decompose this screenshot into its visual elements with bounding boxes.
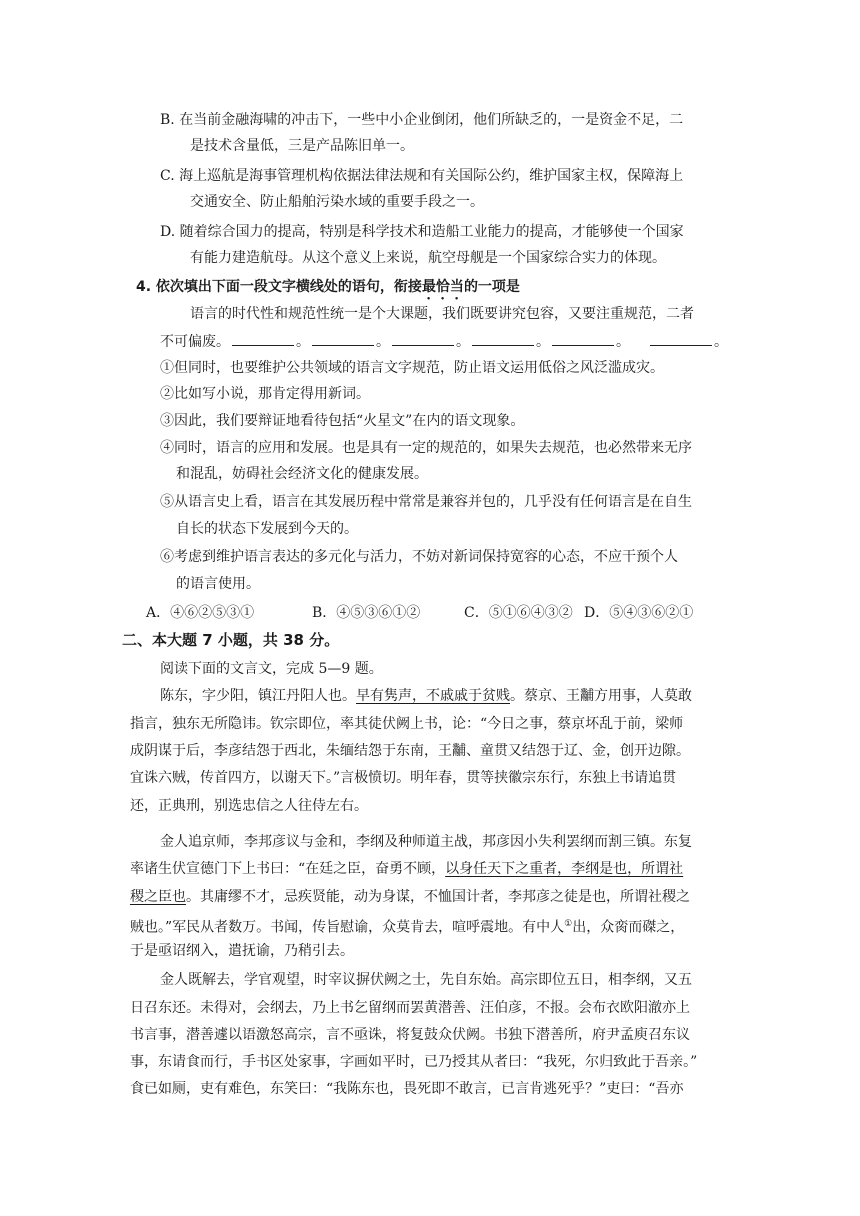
text-span: 出，众脔而磔之，	[572, 919, 685, 936]
q3-option-c-line1: C. 海上巡航是海事管理机构依据法律法规和有关国际公约，维护国家主权，保障海上	[160, 168, 684, 184]
text-span: 。蔡京、王黼方用事，人莫敢	[510, 688, 692, 704]
text-span: 。其庸缪不才，忌疾贤能，动为身谋，不恤国计者，李邦彦之徒是也，所谓社稷之	[186, 889, 690, 905]
passage-p1-line2: 指言，独东无所隐讳。钦宗即位，率其徒伏阙上书，论：“今日之事，蔡京坏乱于前，梁师	[130, 716, 684, 732]
q4-item-5-line2: 自长的状态下发展到今天的。	[176, 521, 358, 537]
q4-title-part1: 4. 依次填出下面一段文字横线处的语句，衔接	[136, 279, 422, 295]
underlined-sentence: 以身任天下之重者，李纲是也，所谓社	[445, 861, 684, 877]
answer-blank-2	[312, 331, 374, 346]
text-span: 贼也。”军民从者数万。书闻，传旨慰谕，众莫肯去，喧呼震地。有中人	[130, 919, 565, 936]
passage-p1-line5: 还，正典刑，别选忠信之人往侍左右。	[130, 798, 368, 814]
q4-item-5-line1: ⑤从语言史上看，语言在其发展历程中常常是兼容并包的，几乎没有任何语言是在自生	[160, 494, 692, 510]
passage-p1-line3: 成阴谋于后，李彦结怨于西北，朱缅结怨于东南，王黼、童贯又结怨于辽、金，创开边隙。	[130, 743, 690, 759]
text-span: 率诸生伏宣德门下上书曰：“在廷之臣，奋勇不顾，	[130, 861, 446, 877]
passage-p3-line4: 事，东请食而行，手书区处家事，字画如平时，已乃授其从者曰：“我死，尔归致此于吾亲。”	[130, 1054, 698, 1070]
period: 。	[376, 334, 390, 350]
q4-choice-b: B．④⑤③⑥①②	[312, 605, 421, 621]
q3-option-d-line2: 有能力建造航母。从这个意义上来说，航空母舰是一个国家综合实力的体现。	[190, 250, 666, 266]
q3-option-c-line2: 交通安全、防止船舶污染水域的重要手段之一。	[190, 194, 484, 210]
q4-item-4-line1: ④同时，语言的应用和发展。也是具有一定的规范的，如果失去规范，也必然带来无序	[160, 440, 692, 456]
q4-passage-line2	[160, 331, 728, 352]
answer-blank-1	[232, 331, 294, 346]
q4-title-part2: 的一项是	[463, 279, 520, 295]
passage-p2-line2	[130, 859, 683, 879]
period: 。	[296, 334, 310, 350]
passage-p2-line3	[130, 887, 690, 907]
answer-blank-5	[552, 331, 614, 346]
passage-p2-line5: 于是亟诏纲入，遣抚谕，乃稍引去。	[130, 943, 354, 959]
q4-item-6-line1: ⑥考虑到维护语言表达的多元化与活力，不妨对新词保持宽容的心态，不应干预个人	[160, 549, 678, 565]
period: 。	[714, 334, 728, 350]
q4-item-6-line2: 的语言使用。	[176, 576, 260, 592]
underlined-sentence: 稷之臣也	[130, 889, 186, 905]
q4-item-4-line2: 和混乱，妨碍社会经济文化的健康发展。	[176, 466, 428, 482]
q3-option-b-line2: 是技术含量低，三是产品陈旧单一。	[190, 138, 414, 154]
q4-choice-a: A．④⑥②⑤③①	[146, 605, 255, 621]
section-intro: 阅读下面的文言文，完成 5—9 题。	[160, 661, 383, 677]
q4-choice-d: D．⑤④③⑥②①	[584, 605, 694, 621]
underlined-sentence: 早有隽声，不戚戚于贫贱	[356, 688, 510, 704]
passage-p3-line5: 食已如厕，吏有难色，东笑曰：“我陈东也，畏死即不敢言，已言肯逃死乎？”吏曰：“吾亦	[130, 1081, 684, 1097]
q4-passage-prefix: 不可偏废。	[160, 334, 230, 350]
answer-blank-4	[472, 331, 534, 346]
footnote-marker: ①	[564, 919, 573, 929]
q4-choice-c: C．⑤①⑥④③②	[464, 605, 573, 621]
answer-blank-3	[392, 331, 454, 346]
q4-item-3: ③因此，我们要辩证地看待包括“火星文”在内的语文现象。	[160, 413, 525, 429]
q3-option-b-line1: B. 在当前金融海啸的冲击下，一些中小企业倒闭，他们所缺乏的，一是资金不足，二	[160, 112, 684, 128]
q4-item-1: ①但同时，也要维护公共领域的语言文字规范，防止语文运用低俗之风泛滥成灾。	[160, 360, 664, 376]
passage-p2-line4	[130, 914, 684, 938]
q3-option-d-line1: D. 随着综合国力的提高，特别是科学技术和造船工业能力的提高，才能够使一个国家	[160, 224, 684, 240]
period: 。	[456, 334, 470, 350]
passage-p1-line1	[160, 686, 692, 706]
q4-passage-line1: 语言的时代性和规范性统一是个大课题，我们既要讲究包容，又要注重规范，二者	[190, 306, 694, 322]
period: 。	[536, 334, 550, 350]
passage-p2-line1: 金人追京师，李邦彦议与金和，李纲及种师道主战，邦彦因小失利罢纲而割三镇。东复	[160, 834, 692, 850]
q4-title	[136, 277, 520, 303]
passage-p3-line2: 日召东还。未得对，会纲去，乃上书乞留纲而罢黄潜善、汪伯彦，不报。会布衣欧阳澈亦上	[130, 1000, 690, 1016]
text-span: 陈东，字少阳，镇江丹阳人也。	[160, 688, 356, 704]
passage-p1-line4: 宜诛六贼，传首四方，以谢天下。”言极愤切。明年春，贯等挟徽宗东行，东独上书请追贯	[130, 770, 677, 786]
passage-p3-line3: 书言事，潜善遽以语激怒高宗，言不亟诛，将复鼓众伏阙。书独下潜善所，府尹孟庾召东议	[130, 1027, 690, 1043]
section-heading: 二、本大题 7 小题，共 38 分。	[122, 631, 340, 649]
passage-p3-line1: 金人既解去，学官观望，时宰议摒伏阙之士，先自东始。高宗即位五日，相李纲，又五	[160, 972, 692, 988]
q4-item-2: ②比如写小说，那肯定得用新词。	[160, 386, 370, 402]
q4-title-emphasis: 最恰当	[421, 279, 464, 295]
answer-blank-6	[650, 331, 712, 346]
period: 。	[616, 334, 630, 350]
